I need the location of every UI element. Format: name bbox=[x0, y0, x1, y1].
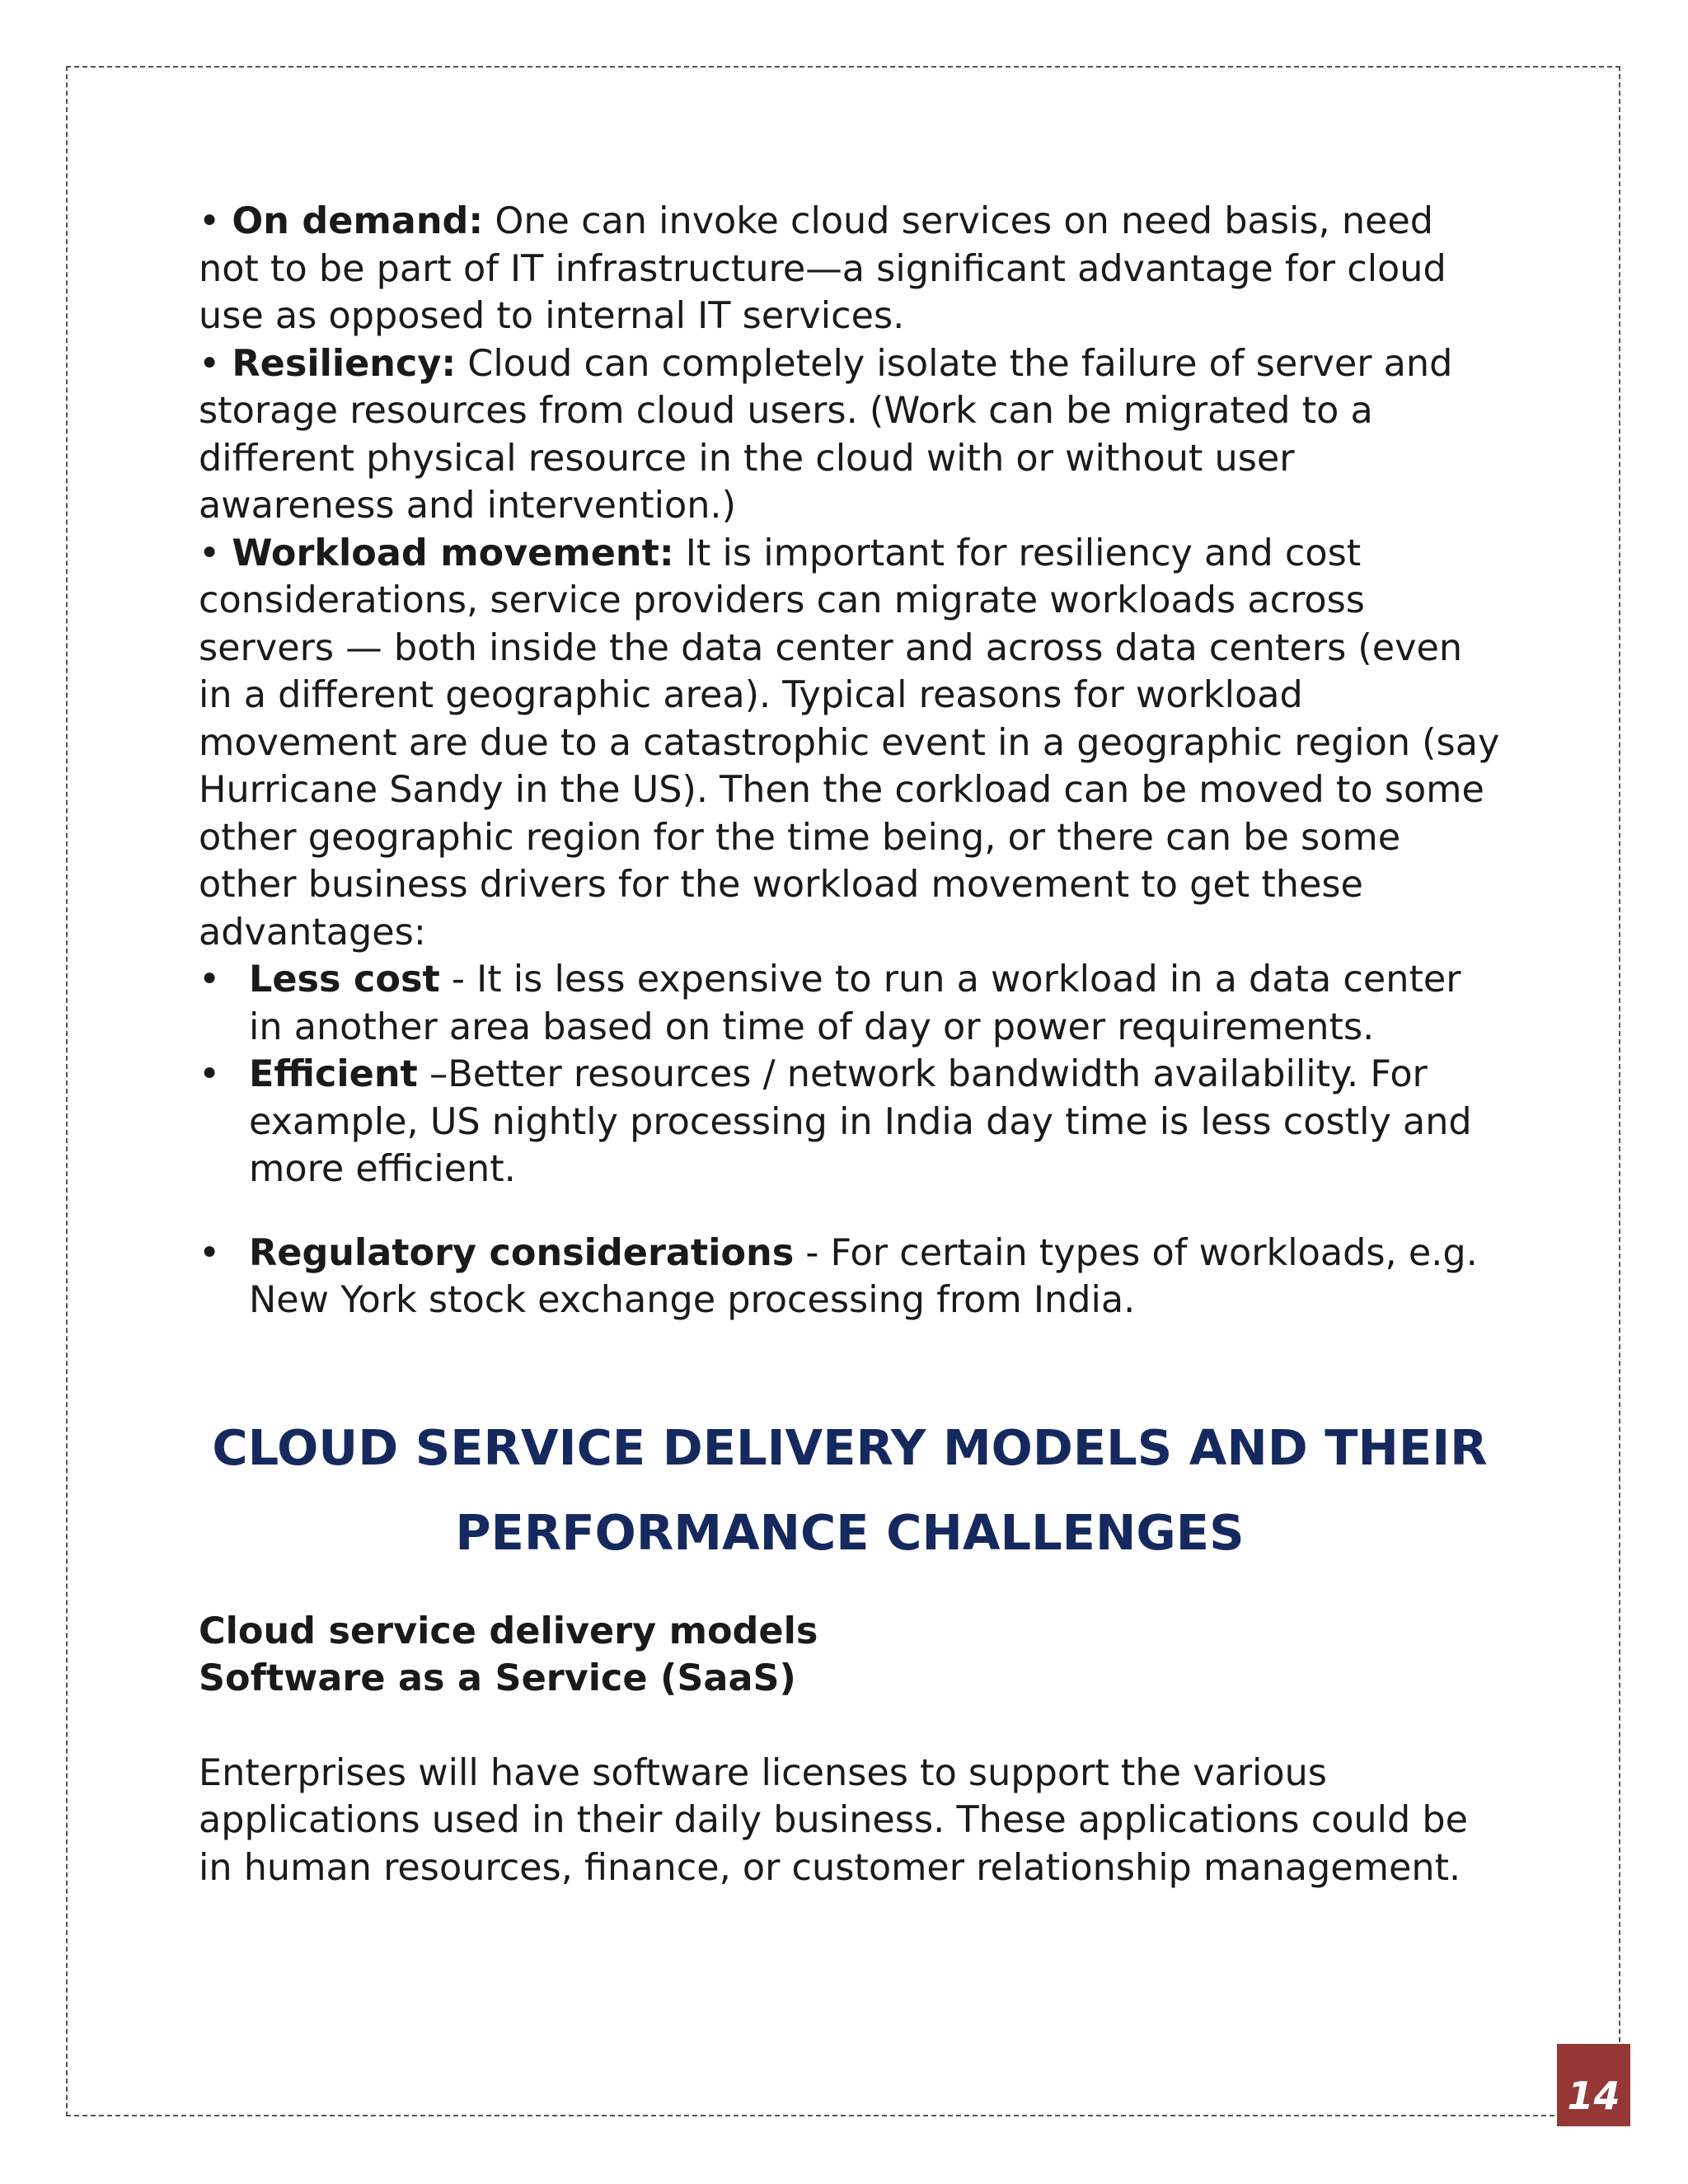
list-item-less-cost bbox=[199, 956, 1501, 1051]
bullet-mark: • bbox=[199, 342, 221, 385]
bullet-text: One can invoke cloud services on need basis, need not to be part of IT infrastructure—a significant advantage for cloud use as opposed to internal IT services. bbox=[199, 200, 1447, 337]
page-number: 14 bbox=[1567, 2074, 1620, 2118]
list-item-term: Efficient bbox=[249, 1053, 418, 1095]
page-number-badge bbox=[1557, 2044, 1630, 2126]
subheading-saas: Software as a Service (SaaS) bbox=[199, 1657, 796, 1699]
bullet-on-demand bbox=[199, 198, 1501, 340]
bullet-term: Resiliency: bbox=[232, 342, 457, 385]
bullet-mark: • bbox=[199, 532, 221, 574]
bullet-term: Workload movement: bbox=[232, 532, 674, 574]
advantages-list bbox=[199, 956, 1501, 1324]
bullet-text: Cloud can completely isolate the failure of server and storage resources from cloud users. (Work can be migrated to a different physical resource in the cloud with or without user awareness and intervention.) bbox=[199, 342, 1453, 527]
list-item-text: –Better resources / network bandwidth availability. For example, US nightly processing in India day time is less costly and more efficient. bbox=[249, 1053, 1472, 1190]
subheading-delivery-models: Cloud service delivery models bbox=[199, 1610, 818, 1652]
section-heading-line2: PERFORMANCE CHALLENGES bbox=[455, 1503, 1245, 1561]
bullet-resiliency bbox=[199, 340, 1501, 530]
list-item-term: Regulatory considerations bbox=[249, 1231, 795, 1274]
bullet-mark: • bbox=[199, 200, 221, 242]
list-bullet: • bbox=[199, 958, 221, 1001]
list-item-term: Less cost bbox=[249, 958, 440, 1001]
bullet-term: On demand: bbox=[232, 200, 484, 242]
saas-body-paragraph: Enterprises will have software licenses to support the various applications used in their daily business. These applications could be in human resources, finance, or customer relationship management. bbox=[199, 1751, 1469, 1889]
list-bullet: • bbox=[199, 1231, 221, 1274]
section-heading-line1: CLOUD SERVICE DELIVERY MODELS AND THEIR bbox=[212, 1418, 1488, 1476]
bullet-workload-movement bbox=[199, 530, 1501, 957]
bullet-text: It is important for resiliency and cost considerations, service providers can migrate workloads across servers — both inside the data center and across data centers (even in a different geographic area). Typical reasons for workload movement are due to a catastrophic event in a geographic region (say Hurricane Sandy in the US). Then the corkload can be moved to some other geographic region for the time being, or there can be some other business drivers for the workload movement to get these advantages: bbox=[199, 532, 1500, 954]
list-item-text: - For certain types of workloads, e.g. New York stock exchange processing from India. bbox=[249, 1231, 1478, 1321]
section-heading bbox=[199, 1405, 1501, 1575]
list-item-regulatory bbox=[199, 1230, 1501, 1324]
list-item-text: - It is less expensive to run a workload in a data center in another area based on time of day or power requirements. bbox=[249, 958, 1461, 1048]
page-content bbox=[199, 198, 1501, 1891]
list-bullet: • bbox=[199, 1053, 221, 1095]
list-item-efficient bbox=[199, 1051, 1501, 1193]
